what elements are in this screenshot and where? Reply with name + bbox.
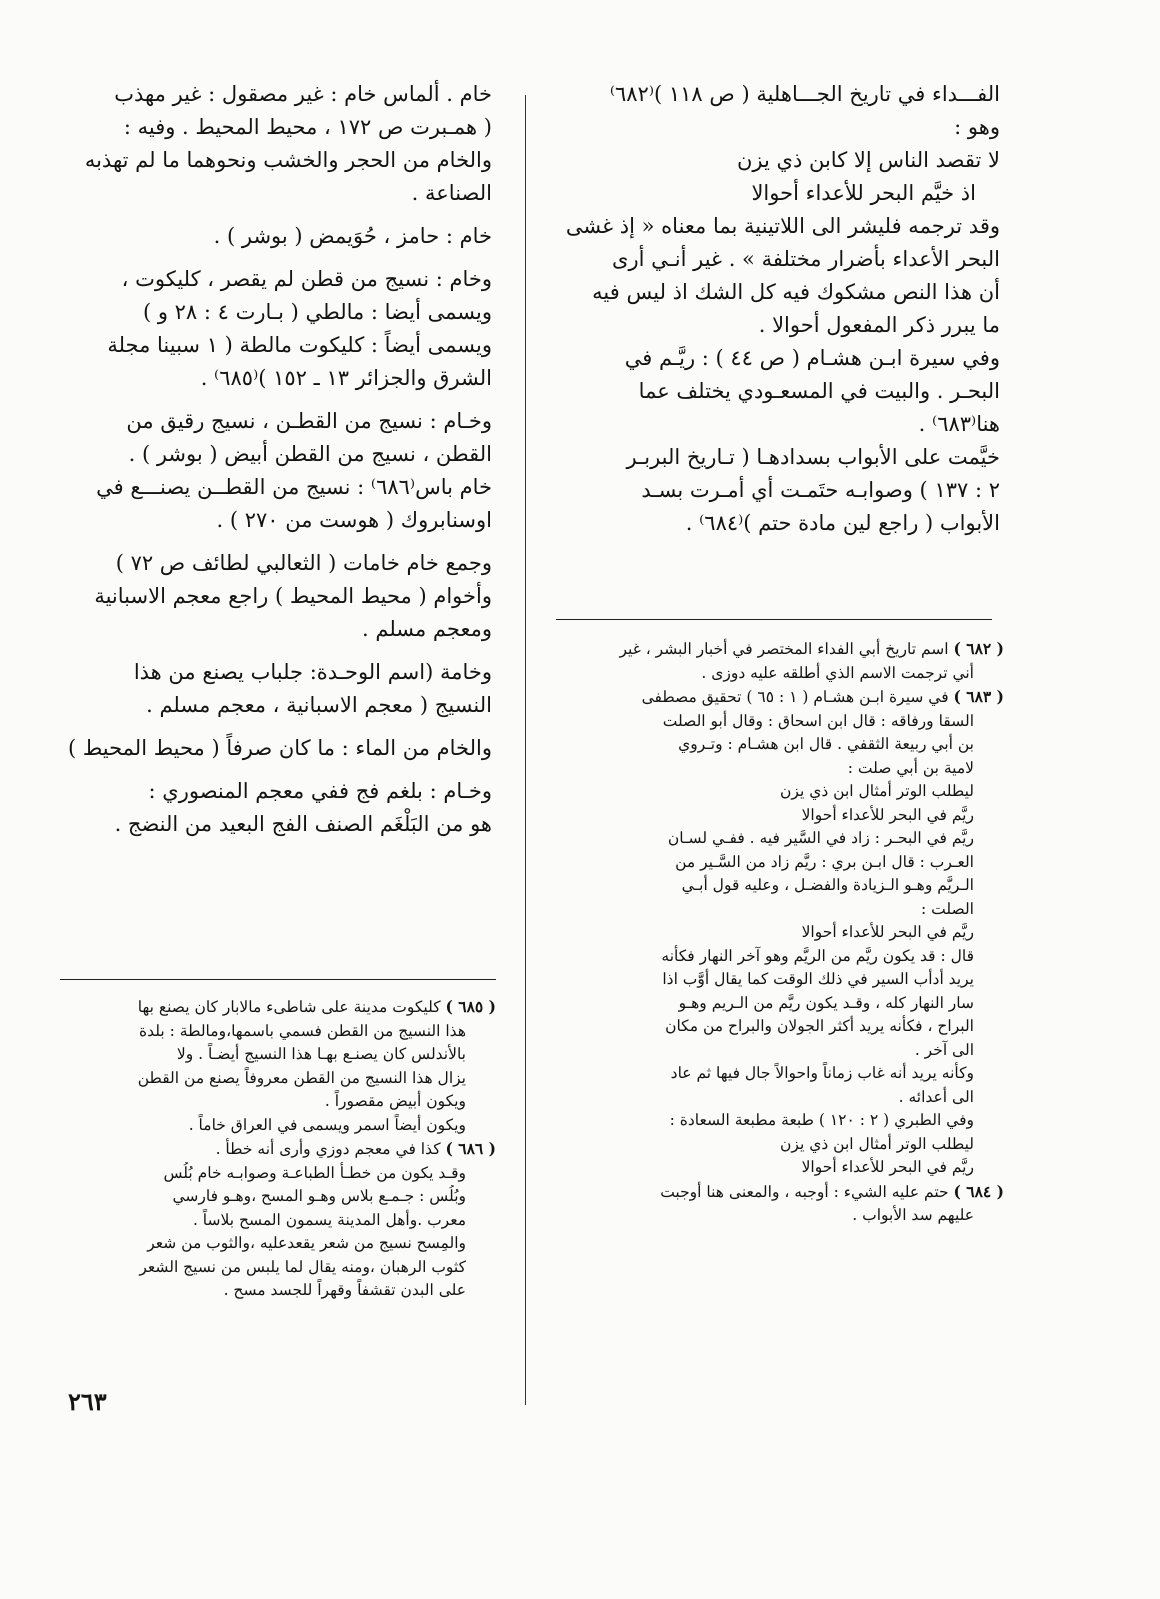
footnote-line: وقـد يكون من خطـأ الطباعـة وصوابـه خام بُلُس — [163, 1163, 466, 1182]
right-footnotes — [556, 637, 1004, 1228]
footnote-number: ( ٦٨٣ ) — [953, 687, 1004, 706]
page-number: ٢٦٣ — [68, 1387, 107, 1416]
footnote-line: الى أعدائه . — [898, 1087, 974, 1106]
footnote — [556, 637, 1004, 685]
footnote-rule-right — [556, 619, 992, 620]
text-line: ويسمى أيضاً : كليكوت مالطة ( ١ سبينا مجلة — [107, 333, 492, 357]
footnote-line: وبُلُس : جـمـع بلاس وهـو المسح ،وهـو فارسي — [172, 1187, 466, 1205]
footnote-line: ويكون أيضاً اسمر ويسمى في العراق خاماً . — [188, 1115, 466, 1134]
text-line: ٢ : ١٣٧ ) وصوابـه حتَمـت أي أمـرت بسـد — [641, 478, 1000, 502]
footnote-line: قال : قد يكون ريَّم من الريَّم وهو آخر النهار فكأنه — [661, 946, 974, 965]
paragraph — [68, 220, 492, 253]
text-line: وقد ترجمه فليشر الى اللاتينية بما معناه « إذ غشى — [565, 214, 1000, 238]
footnote-line: ليطلب الوتر أمثال ابن ذي يزن — [780, 782, 974, 800]
footnote-line: يريد أدأب السير في ذلك الوقت كما يقال أوَّب اذا — [662, 970, 974, 988]
text-line: الشرق والجزائر ١٣ ـ ١٥٢ )⁽٦٨٥⁾ . — [200, 366, 492, 390]
paragraph — [68, 78, 492, 210]
footnote-line: بن أبي ربيعة الثقفي . قال ابن هشـام : وتـروي — [678, 735, 974, 753]
footnote-text: كليكوت مدينة على شاطىء مالابار كان يصنع بها — [137, 998, 441, 1016]
footnote-line: سار النهار كله ، وقـد يكون ريَّم من الـريم وهـو — [678, 993, 974, 1012]
text-line: خيَّمت على الأبواب بسدادهـا ( تـاريخ البربـر — [626, 445, 1000, 469]
text-line: ومعجم مسلم . — [362, 617, 492, 641]
footnote-text: اسم تاريخ أبي الفداء المختصر في أخبار البشر ، غير — [619, 640, 949, 658]
footnote-text: كذا في معجم دوزي وأرى أنه خطأ . — [215, 1140, 441, 1158]
footnote-line: هذا النسيج من القطن فسمي باسمها،ومالطة : بلدة — [139, 1021, 466, 1040]
footnote-line: ريَّم في البحر للأعداء أحوالا — [801, 1158, 974, 1176]
text-line: خام باس⁽٦٨٦⁾ : نسيج من القطــن يصنـــع في — [96, 475, 492, 499]
paragraph — [68, 405, 492, 537]
footnote-line — [556, 685, 1004, 710]
text-line: وخـام : بلغم فج ففي معجم المنصوري : — [148, 779, 492, 803]
text-line: وخـام : نسيج من القطـن ، نسيج رقيق من — [126, 409, 492, 433]
text-line: هنا⁽٦٨٣⁾ . — [918, 412, 1000, 436]
footnote-number: ( ٦٨٥ ) — [445, 997, 496, 1016]
text-line: اوسنابروك ( هوست من ٢٧٠ ) . — [216, 508, 492, 532]
footnote-line: الـريَّم وهـو الـزيادة والفضـل ، وعليه قول أبـي — [681, 876, 974, 894]
text-line: خام . ألماس خام : غير مصقول : غير مهذب — [114, 82, 492, 106]
text-line: أن هذا النص مشكوك فيه كل الشك اذ ليس فيه — [592, 280, 1000, 304]
paragraph — [68, 775, 492, 841]
column-divider — [525, 95, 526, 1405]
footnote-text: في سيرة ابـن هشـام ( ١ : ٦٥ ) تحقيق مصطفى — [641, 688, 949, 706]
text-line: لا تقصد الناس إلا كابن ذي يزن — [736, 148, 1000, 172]
text-line: وخامة (اسم الوحـدة: جلباب يصنع من هذا — [133, 660, 492, 684]
footnote-line: والمِسح نسيج من شعر يقعدعليه ،والثوب من شعر — [147, 1234, 466, 1252]
left-footnotes — [64, 995, 496, 1303]
text-line: الأبواب ( راجع لين مادة حتم )⁽٦٨٤⁾ . — [685, 511, 1000, 535]
footnote-line: ليطلب الوتر أمثال ابن ذي يزن — [780, 1134, 974, 1153]
footnote-line: كثوب الرهبان ،ومنه يقال لما يلبس من نسيج الشعر — [139, 1257, 466, 1276]
footnote-line: عليهم سد الأبواب . — [852, 1206, 974, 1224]
text-line: وفي سيرة ابـن هشـام ( ص ٤٤ ) : ريَّـم في — [624, 346, 1000, 370]
footnote-rule-left — [60, 979, 496, 980]
footnote-line: لامية بن أبي صلت : — [847, 758, 974, 777]
footnote — [64, 1137, 496, 1303]
text-line: البحر الأعداء بأضرار مختلفة » . غير أنـي أرى — [612, 247, 1000, 271]
footnote — [556, 1180, 1004, 1228]
footnote-line: وفي الطبري ( ٢ : ١٢٠ ) طبعة مطبعة السعادة : — [669, 1111, 974, 1129]
footnote-line: وكأنه يريد أنه غاب زماناً واحوالاً جال فيها ثم عاد — [670, 1064, 974, 1082]
text-line: الفـــداء في تاريخ الجـــاهلية ( ص ١١٨ )⁽٦٨٢⁾ — [609, 82, 1000, 106]
footnote-line: أني ترجمت الاسم الذي أطلقه عليه دوزى . — [701, 663, 974, 682]
footnote-number: ( ٦٨٤ ) — [953, 1181, 1004, 1201]
footnote — [556, 685, 1004, 1180]
text-line: وهو : — [954, 115, 1000, 139]
text-line: هو من البَلْغَم الصنف الفج البعيد من النضج . — [114, 812, 492, 836]
footnote-line: بالأندلس كان يصنـع بهـا هذا النسيج أيضـاً . ولا — [176, 1045, 466, 1063]
paragraph — [68, 547, 492, 646]
footnote-line — [64, 995, 496, 1020]
footnote-line — [556, 637, 1004, 662]
text-line: والخام من الماء : ما كان صرفاً ( محيط المحيط ) — [68, 736, 492, 760]
text-line: ما يبرر ذكر المفعول أحوالا . — [758, 313, 1000, 337]
footnote — [64, 995, 496, 1137]
text-line: ( همـبرت ص ١٧٢ ، محيط المحيط . وفيه : — [123, 115, 492, 139]
footnote-line: ريَّم في البحر للأعداء أحوالا — [801, 923, 974, 941]
footnote-line: يزال هذا النسيج من القطن معروفاً يصنع من القطن — [137, 1068, 466, 1087]
footnote-text: حتم عليه الشيء : أوجبه ، والمعنى هنا أوجبت — [660, 1182, 949, 1201]
footnote-line — [556, 1180, 1004, 1205]
text-line: وخام : نسيج من قطن لم يقصر ، كليكوت ، — [121, 267, 492, 291]
text-line: خام : حامز ، حُوَيمض ( بوشر ) . — [213, 224, 492, 248]
footnote-line — [64, 1137, 496, 1162]
text-line: اذ خيَّم البحر للأعداء أحوالا — [751, 181, 976, 205]
footnote-line: العـرب : قال ابـن بري : ريَّم زاد من السَّـير من — [675, 852, 974, 871]
right-main-column — [560, 78, 1000, 540]
footnote-line: ريَّم في البحـر : زاد في السَّير فيه . ففـي لسـان — [667, 829, 974, 847]
left-main-column — [68, 78, 492, 851]
text-line: وجمع خام خامات ( الثعالبي لطائف ص ٧٢ ) — [115, 551, 492, 575]
text-line: ويسمى أيضا : مالطي ( بـارت ٤ : ٢٨ و ) — [142, 300, 492, 324]
footnote-line: ويكون أبيض مقصوراً . — [324, 1092, 466, 1110]
footnote-line: السقا ورفاقه : قال ابن اسحاق : وقال أبو الصلت — [662, 711, 974, 730]
footnote-number: ( ٦٨٢ ) — [953, 639, 1004, 658]
footnote-line: الى آخر . — [914, 1040, 974, 1059]
paragraph — [68, 656, 492, 722]
footnote-line: البراح ، فكأنه يريد أكثر الجولان والبراح من مكان — [665, 1017, 974, 1035]
text-line: البحـر . والبيت في المسعـودي يختلف عما — [638, 379, 1000, 403]
text-line: وأخوام ( محيط المحيط ) راجع معجم الاسبانية — [94, 584, 492, 608]
text-line: القطن ، نسيج من القطن أبيض ( بوشر ) . — [128, 442, 492, 466]
text-line: والخام من الحجر والخشب ونحوهما ما لم تهذبه — [84, 148, 492, 172]
footnote-line: الصلت : — [921, 899, 974, 918]
footnote-line: معرب .وأهل المدينة يسمون المسح بلاساً . — [192, 1210, 466, 1229]
footnote-number: ( ٦٨٦ ) — [445, 1139, 496, 1158]
footnote-line: ريَّم في البحر للأعداء أحوالا — [801, 805, 974, 824]
text-line: الصناعة . — [411, 181, 492, 205]
paragraph — [68, 732, 492, 765]
paragraph — [68, 263, 492, 395]
text-line: النسيج ( معجم الاسبانية ، معجم مسلم . — [146, 693, 492, 717]
footnote-line: على البدن تقشفاً وقهراً للجسد مسح . — [223, 1281, 466, 1299]
